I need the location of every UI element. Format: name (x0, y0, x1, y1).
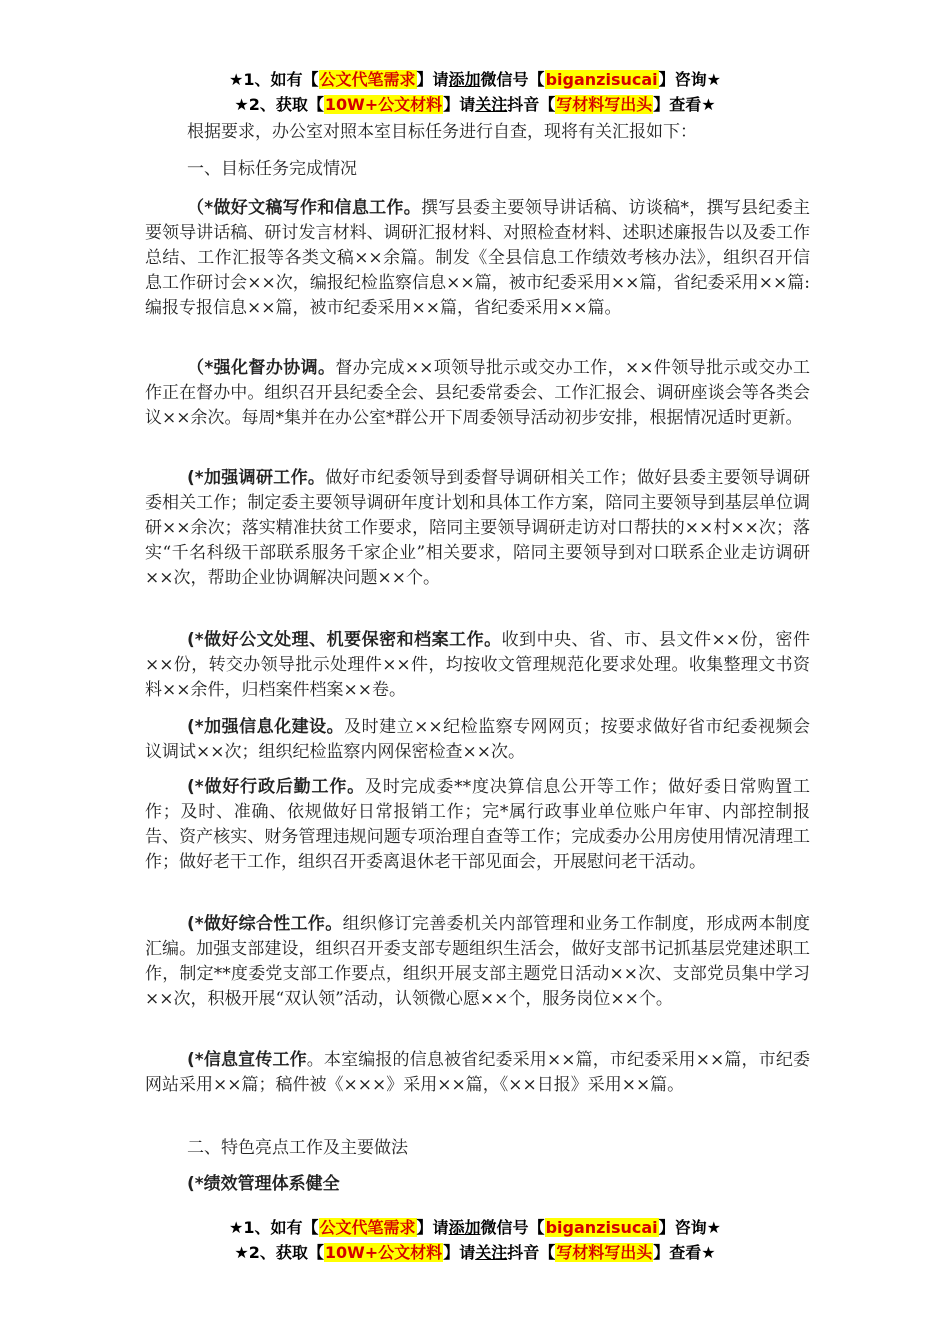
paragraph-lead: (*做好公文处理、机要保密和档案工作。 (187, 630, 502, 650)
promo-text: ★1、如有【 (229, 1218, 319, 1237)
promo-emphasis: 关注 (475, 1243, 508, 1262)
section-heading-2: 二、特色亮点工作及主要做法 (187, 1138, 408, 1158)
subheading-performance: (*绩效管理体系健全 (187, 1174, 340, 1194)
promo-line-1-bottom (0, 1216, 950, 1240)
promo-text: 】请 (416, 70, 449, 89)
paragraph-lead: (*加强调研工作。 (187, 468, 326, 488)
promo-highlight-wechat-id: biganzisucai (545, 70, 658, 89)
paragraph-1 (145, 196, 810, 321)
promo-text: ★2、获取【 (234, 95, 324, 114)
paragraph-body: 及时建立××纪检监察专网网页；按要求做好省市纪委视频会议调试××次；组织纪检监察内网保密检查××次。 (145, 717, 810, 762)
promo-highlight: 10W+公文材料 (324, 1243, 443, 1262)
promo-emphasis: 添加 (448, 1218, 481, 1237)
promo-text: 】查看★ (653, 95, 716, 114)
promo-text: 】查看★ (653, 1243, 716, 1262)
paragraph-8 (145, 1048, 810, 1098)
paragraph-6 (145, 775, 810, 875)
promo-text: 】咨询★ (658, 70, 721, 89)
paragraph-lead: （*强化督办协调。 (187, 358, 336, 378)
promo-text: ★2、获取【 (234, 1243, 324, 1262)
promo-emphasis: 添加 (448, 70, 481, 89)
promo-text: 】咨询★ (658, 1218, 721, 1237)
promo-highlight-douyin: 写材料写出头 (556, 1243, 653, 1262)
promo-highlight-wechat-id: biganzisucai (545, 1218, 658, 1237)
paragraph-lead: （*做好文稿写作和信息工作。 (187, 198, 422, 218)
paragraph-body: 收到中央、省、市、县文件××份，密件××份，转交办领导批示处理件××件，均按收文管理规范化要求处理。收集整理文书资料××余件，归档案件档案××卷。 (145, 630, 810, 700)
promo-text: 抖音【 (507, 95, 556, 114)
paragraph-body: 组织修订完善委机关内部管理和业务工作制度，形成两本制度汇编。加强支部建设，组织召开委支部专题组织生活会，做好支部书记抓基层党建述职工作，制定**度委党支部工作要点，组织开展支部主题党日活动××次、支部党员集中学习××次，积极开展“双认领”活动，认领微心愿××个，服务岗位××个。 (145, 914, 810, 1009)
paragraph-body: 督办完成××项领导批示或交办工作，××件领导批示或交办工作正在督办中。组织召开县纪委全会、县纪委常委会、工作汇报会、调研座谈会等各类会议××余次。每周*集并在办公室*群公开下周委领导活动初步安排，根据情况适时更新。 (145, 358, 811, 428)
promo-text: 微信号【 (480, 1218, 545, 1237)
paragraph-5 (145, 715, 810, 765)
section-heading-1: 一、目标任务完成情况 (187, 159, 357, 179)
paragraph-7 (145, 912, 810, 1012)
promo-line-1 (0, 68, 950, 92)
promo-text: 抖音【 (507, 1243, 556, 1262)
paragraph-body: 做好市纪委领导到委督导调研相关工作；做好县委主要领导调研委相关工作；制定委主要领导调研年度计划和具体工作方案，陪同主要领导到基层单位调研××余次；落实精准扶贫工作要求，陪同主要领导调研走访对口帮扶的××村××次；落实“千名科级干部联系服务千家企业”相关要求，陪同主要领导到对口联系企业走访调研××次，帮助企业协调解决问题××个。 (145, 468, 810, 588)
promo-line-2 (0, 93, 950, 117)
promo-highlight-douyin: 写材料写出头 (556, 95, 653, 114)
promo-highlight: 公文代笔需求 (319, 70, 416, 89)
promo-line-2-bottom (0, 1241, 950, 1265)
paragraph-body: 及时完成委**度决算信息公开等工作；做好委日常购置工作；及时、准确、依规做好日常报销工作；完*属行政事业单位账户年审、内部控制报告、资产核实、财务管理违规问题专项治理自查等工作；完成委办公用房使用情况清理工作；做好老干工作，组织召开委离退休老干部见面会，开展慰问老干活动。 (145, 777, 810, 872)
promo-highlight: 公文代笔需求 (319, 1218, 416, 1237)
promo-highlight: 10W+公文材料 (324, 95, 443, 114)
intro-text: 根据要求，办公室对照本室目标任务进行自查，现将有关汇报如下： (187, 122, 697, 142)
promo-text: 微信号【 (480, 70, 545, 89)
paragraph-3 (145, 466, 810, 591)
paragraph-lead: (*信息宣传工作 (187, 1050, 307, 1070)
promo-text: 】请 (443, 1243, 476, 1262)
paragraph-lead: (*做好行政后勤工作。 (187, 777, 365, 797)
paragraph-2 (145, 356, 810, 431)
paragraph-body: 。本室编报的信息被省纪委采用××篇，市纪委采用××篇，市纪委网站采用××篇；稿件被《×××》采用××篇，《××日报》采用××篇。 (145, 1050, 810, 1095)
paragraph-lead: (*加强信息化建设。 (187, 717, 345, 737)
promo-emphasis: 关注 (475, 95, 508, 114)
paragraph-4 (145, 628, 810, 703)
promo-text: 】请 (416, 1218, 449, 1237)
promo-text: 】请 (443, 95, 476, 114)
paragraph-body: 撰写县委主要领导讲话稿、访谈稿*，撰写县纪委主要领导讲话稿、研讨发言材料、调研汇报材料、对照检查材料、述职述廉报告以及委工作总结、工作汇报等各类文稿××余篇。制发《全县信息工作绩效考核办法》，组织召开信息工作研讨会××次，编报纪检监察信息××篇，被市纪委采用××篇，省纪委采用××篇:编报专报信息××篇，被市纪委采用××篇，省纪委采用××篇。 (145, 198, 810, 318)
promo-text: ★1、如有【 (229, 70, 319, 89)
paragraph-lead: (*做好综合性工作。 (187, 914, 343, 934)
